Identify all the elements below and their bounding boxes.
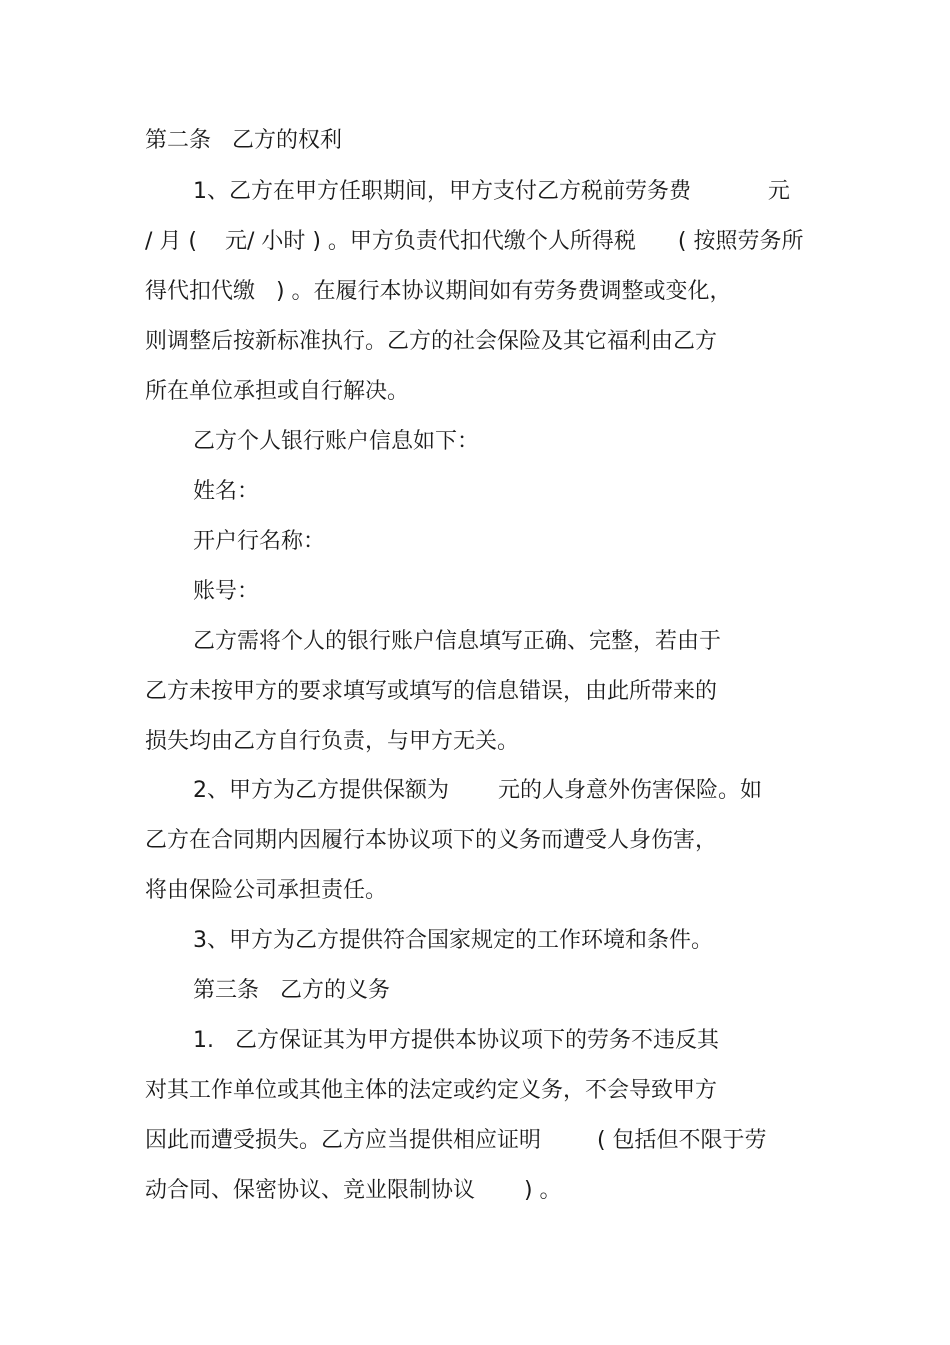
article-2-heading: 第二条 乙方的权利 [145, 128, 342, 153]
paragraph-line: 3、甲方为乙方提供符合国家规定的工作环境和条件。 [193, 928, 713, 953]
paragraph-line: 1、乙方在甲方任职期间，甲方支付乙方税前劳务费 元 [193, 179, 790, 204]
paragraph-line: 将由保险公司承担责任。 [145, 878, 388, 903]
paragraph-line: 得代扣代缴 ) 。在履行本协议期间如有劳务费调整或变化， [145, 279, 732, 304]
bank-branch-label: 开户行名称： [193, 529, 326, 554]
paragraph-line: 所在单位承担或自行解决。 [145, 379, 410, 404]
paragraph-line: / 月 ( 元/ 小时 ) 。甲方负责代扣代缴个人所得税 ( 按照劳务所 [145, 229, 804, 254]
paragraph-line: 乙方在合同期内因履行本协议项下的义务而遭受人身伤害， [145, 828, 718, 853]
paragraph-line: 2、甲方为乙方提供保额为 元的人身意外伤害保险。如 [193, 778, 762, 803]
paragraph-line: 1. 乙方保证其为甲方提供本协议项下的劳务不违反其 [193, 1028, 719, 1053]
bank-info-intro: 乙方个人银行账户信息如下： [193, 429, 480, 454]
paragraph-line: 动合同、保密协议、竞业限制协议 ) 。 [145, 1178, 562, 1203]
article-3-heading: 第三条 乙方的义务 [193, 978, 390, 1003]
paragraph-line: 对其工作单位或其他主体的法定或约定义务，不会导致甲方 [145, 1078, 718, 1103]
paragraph-line: 损失均由乙方自行负责，与甲方无关。 [145, 729, 520, 754]
paragraph-line: 乙方未按甲方的要求填写或填写的信息错误，由此所带来的 [145, 679, 718, 704]
paragraph-line: 乙方需将个人的银行账户信息填写正确、完整，若由于 [193, 629, 722, 654]
paragraph-line: 因此而遭受损失。乙方应当提供相应证明 ( 包括但不限于劳 [145, 1128, 767, 1153]
bank-name-label: 姓名： [193, 479, 260, 504]
bank-account-label: 账号： [193, 579, 260, 604]
paragraph-line: 则调整后按新标准执行。乙方的社会保险及其它福利由乙方 [145, 329, 718, 354]
